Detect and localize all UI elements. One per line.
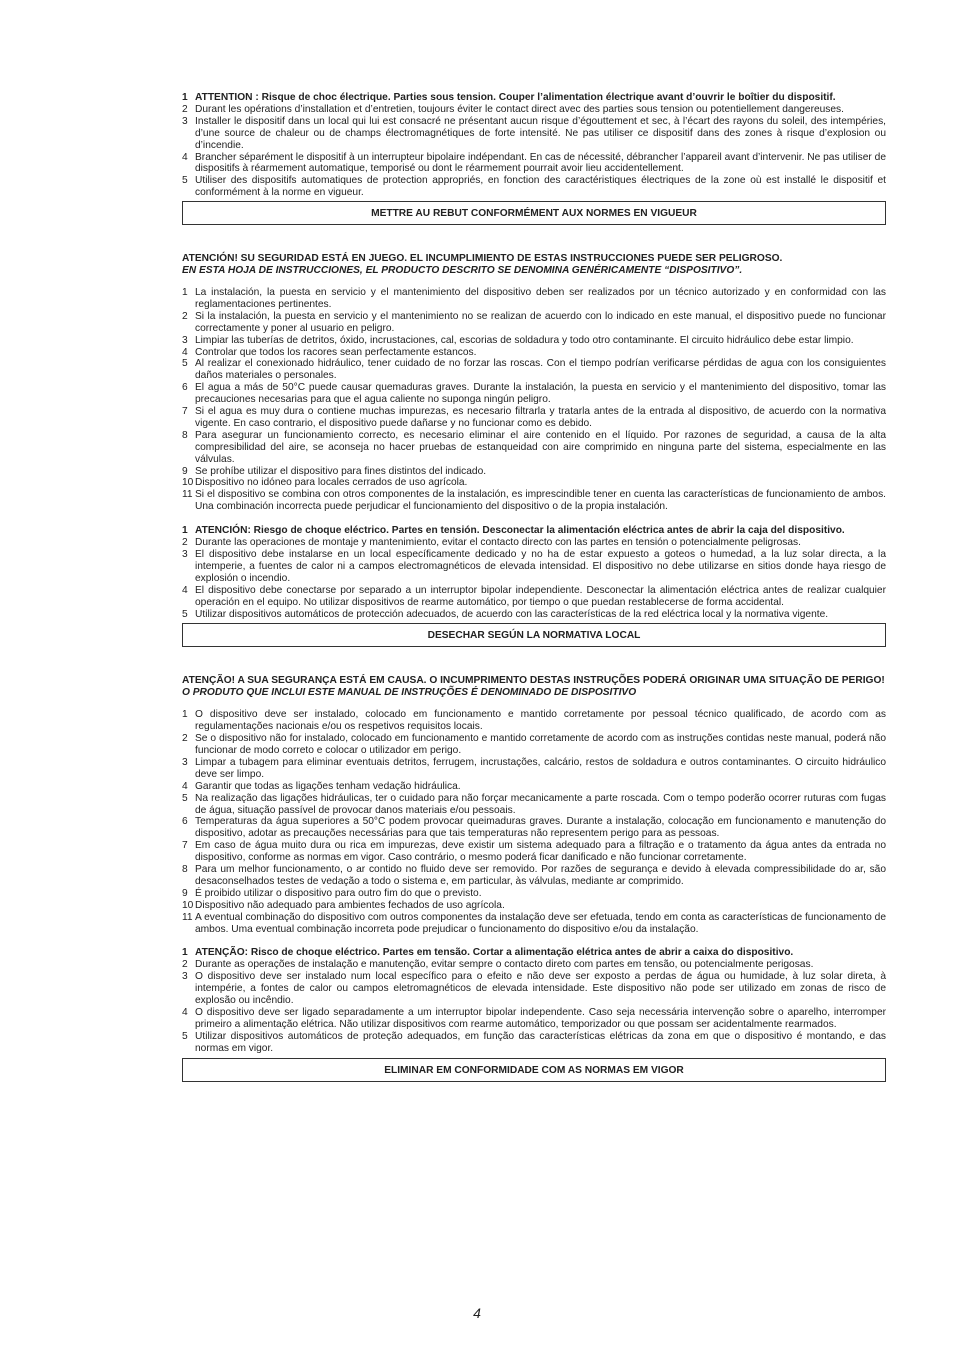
item-number: 8 (182, 864, 188, 876)
list-item (182, 1007, 886, 1031)
es-general-list (182, 287, 886, 513)
item-text: Durant les opérations d’installation et d’entretien, toujours éviter le contact direct avec des parties sous tension ou potentiellement dangereuses. (195, 103, 844, 115)
item-text: Al realizar el conexionado hidráulico, tener cuidado de no forzar las roscas. Con el tiempo podrían verificarse pérdidas de agua con los consiguientes daños materiales o personales. (195, 358, 886, 382)
item-text: Temperaturas da água superiores a 50°C podem provocar queimaduras graves. Durante a instalação, colocação em funcionamento e manutenção do dispositivo, adotar as precauções necessárias para que tais temperaturas não representem perigo para as pessoas. (195, 816, 886, 840)
list-item (182, 525, 886, 537)
list-item (182, 900, 886, 912)
item-text: Utilizar dispositivos automáticos de proteção adequados, em função das características elétricas da zona em que o dispositivo é montando, e das normas em vigor. (195, 1030, 886, 1054)
list-item (182, 175, 886, 199)
manual-page (182, 92, 886, 1082)
list-item (182, 382, 886, 406)
item-number: 4 (182, 584, 188, 596)
item-number: 2 (182, 733, 188, 745)
item-number: 3 (182, 971, 188, 983)
item-text: Durante las operaciones de montaje y mantenimiento, evitar el contacto directo con las partes en tensión o potencialmente peligrosas. (195, 537, 801, 549)
item-text: Utilizar dispositivos automáticos de protección adecuados, de acuerdo con las características de la red eléctrica local y la normativa vigente. (195, 608, 829, 620)
item-text: Limpiar las tuberías de detritos, óxido, incrustaciones, cal, escorias de soldadura y todo otro contaminante. El circuito hidráulico debe estar limpio. (195, 334, 854, 346)
item-text: El agua a más de 50°C puede causar quemaduras graves. Durante la instalación, la puesta en servicio y el mantenimiento del dispositivo, tomar las precauciones necesarias para que el agua caliente no suponga ningún peligro. (195, 382, 886, 406)
item-number: 1 (182, 709, 188, 721)
list-item (182, 537, 886, 549)
list-item (182, 466, 886, 478)
list-item (182, 287, 886, 311)
item-number: 9 (182, 887, 188, 899)
item-text: Si el dispositivo se combina con otros componentes de la instalación, es imprescindible tener en cuenta las características de funcionamiento de ambos. Una combinación incorrecta puede perjudicar el funcionamiento del dispositivo o de la propia instalación. (195, 489, 886, 513)
item-number: 9 (182, 465, 188, 477)
item-text: Controlar que todos los racores sean perfectamente estancos. (195, 346, 477, 358)
fr-safety-list (182, 92, 886, 199)
list-item (182, 585, 886, 609)
list-item (182, 489, 886, 513)
list-item (182, 92, 886, 104)
item-number: 5 (182, 358, 188, 370)
list-item (182, 793, 886, 817)
list-item (182, 840, 886, 864)
es-electrical-list (182, 525, 886, 620)
list-item (182, 1031, 886, 1055)
item-number: 1 (182, 525, 188, 537)
list-item (182, 347, 886, 359)
item-text: Na realização das ligações hidráulicas, ter o cuidado para não forçar mecanicamente a parte roscada. Com o tempo poderão ocorrer ruturas com fugas de água, situação passível de provocar danos materiais e/ou pessoais. (195, 792, 886, 816)
item-number: 4 (182, 346, 188, 358)
list-item (182, 311, 886, 335)
item-number: 4 (182, 1007, 188, 1018)
item-number: 11 (182, 489, 193, 501)
item-number: 7 (182, 840, 188, 852)
item-text: El dispositivo debe instalarse en un local específicamente dedicado y no ha de estar expuesto a goteos o humedad, a la luz solar directa, a la intemperie, a fuentes de calor ni a campos electromagnéticos de elevada intensidad. El dispositivo no debe utilizarse en sitios donde haya riesgo de explosión o incendio. (195, 549, 886, 584)
list-item (182, 912, 886, 936)
item-number: 2 (182, 537, 188, 549)
item-number: 5 (182, 792, 188, 804)
item-text: La instalación, la puesta en servicio y el mantenimiento del dispositivo deben ser realizados por un técnico autorizado y en conformidad con las reglamentaciones pertinentes. (195, 286, 886, 310)
item-number: 1 (182, 947, 188, 959)
item-text: O dispositivo deve ser ligado separadamente a um interruptor bipolar independente. Caso seja necessária intervenção sobre o aparelho, interromper primeiro a alimentação elétrica. Não utilizar dispositivos com rearme automático, temporizador ou que possam ser acidentalmente rearmados. (195, 1007, 886, 1030)
list-item (182, 335, 886, 347)
list-item (182, 959, 886, 971)
item-number: 5 (182, 1030, 188, 1042)
item-number: 2 (182, 103, 188, 115)
item-number: 3 (182, 549, 188, 560)
item-number: 7 (182, 406, 188, 418)
item-text: Brancher séparément le dispositif à un interrupteur bipolaire indépendant. En cas de nécessité, débrancher l’appareil avant d’intervenir. Ne pas utiliser de dispositifs à réarmement automatique, temporisé ou dont le réarmement pourrait avoir lieu accidentellement. (195, 151, 886, 175)
item-text: É proibido utilizar o dispositivo para outro fim do que o previsto. (195, 887, 482, 899)
list-item (182, 733, 886, 757)
es-heading (182, 253, 886, 277)
item-text: Durante as operações de instalação e manutenção, evitar sempre o contacto direto com partes em tensão, ou potencialmente perigosas. (195, 959, 814, 971)
list-item (182, 549, 886, 585)
list-item (182, 888, 886, 900)
item-text: Limpar a tubagem para eliminar eventuais detritos, ferrugem, incrustações, calcário, restos de soldadura e outros contaminantes. O circuito hidráulico deve ser limpo. (195, 756, 886, 780)
list-item (182, 864, 886, 888)
list-item (182, 971, 886, 1007)
item-text: Dispositivo não adequado para ambientes fechados de uso agrícola. (195, 899, 505, 911)
list-item (182, 781, 886, 793)
list-item (182, 116, 886, 152)
item-number: 1 (182, 92, 188, 103)
item-text: ATTENTION : Risque de choc électrique. Parties sous tension. Couper l’alimentation électrique avant d’ouvrir le boîtier du dispositif. (195, 92, 836, 103)
es-heading-text: SU SEGURIDAD ESTÁ EN JUEGO. EL INCUMPLIMIENTO DE ESTAS INSTRUCCIONES PUEDE SER PELIGROSO. (237, 253, 783, 265)
item-text: Si la instalación, la puesta en servicio y el mantenimiento no se realizan de acuerdo con lo indicado en este manual, el dispositivo puede no funcionar correctamente y poner al usuario en peligro. (195, 310, 886, 334)
pt-subheading: O PRODUTO QUE INCLUI ESTE MANUAL DE INSTRUÇÕES É DENOMINADO DE DISPOSITIVO (182, 687, 637, 699)
es-disposal-notice: DESECHAR SEGÚN LA NORMATIVA LOCAL (182, 623, 886, 647)
item-number: 2 (182, 310, 188, 322)
list-item (182, 104, 886, 116)
list-item (182, 816, 886, 840)
pt-electrical-list (182, 947, 886, 1054)
item-number: 3 (182, 334, 188, 346)
item-text: Utiliser des dispositifs automatiques de protection appropriés, en fonction des caractéristiques électriques de la zone où est installé le dispositif et conformément à la norme en vigueur. (195, 175, 886, 199)
item-text: O dispositivo deve ser instalado, colocado em funcionamento e mantido corretamente por pessoal técnico qualificado, de acordo com as regulamentações nacionais e/ou os respetivos requisitos locais. (195, 709, 886, 733)
item-number: 11 (182, 911, 193, 923)
item-text: Installer le dispositif dans un local qui lui est consacré ne présentant aucun risque d’égouttement et sec, à l’écart des rayons du soleil, des intempéries, d’une source de chaleur ou de champs électromagnétiques de forte intensité. Ne pas utiliser ce dispositif dans des zones à risque d’explosion ou d’incendie. (195, 115, 886, 151)
page-number: 4 (473, 1305, 481, 1321)
pt-general-list (182, 709, 886, 935)
pt-disposal-notice: ELIMINAR EM CONFORMIDADE COM AS NORMAS EM VIGOR (182, 1058, 886, 1082)
pt-heading (182, 675, 886, 699)
item-number: 4 (182, 151, 188, 163)
pt-heading-text: ATENÇÃO! A SUA SEGURANÇA ESTÁ EM CAUSA. O INCUMPRIMENTO DESTAS INSTRUÇÕES PODERÁ ORIGINAR UMA SITUAÇÃO DE PERIGO! (182, 675, 885, 687)
item-number: 10 (182, 899, 194, 911)
list-item (182, 152, 886, 176)
item-text: Se o dispositivo não for instalado, colocado em funcionamento e mantido corretamente de acordo com as instruções contidas neste manual, poderá não funcionar de modo correto e colocar o utilizador em perigo. (195, 733, 886, 756)
es-subheading: EN ESTA HOJA DE INSTRUCCIONES, EL PRODUCTO DESCRITO SE DENOMINA GENÉRICAMENTE “DISPOSITIVO”. (182, 265, 743, 277)
item-number: 8 (182, 429, 188, 441)
item-text: Si el agua es muy dura o contiene muchas impurezas, es necesario filtrarla y tratarla antes de la entrada al dispositivo, de acuerdo con la normativa vigente. En caso contrario, el dispositivo puede dañarse y no funcionar como es debido. (195, 406, 886, 429)
list-item (182, 709, 886, 733)
item-number: 10 (182, 477, 194, 489)
list-item (182, 406, 886, 430)
item-text: O dispositivo deve ser instalado num local específico para o efeito e não deve ser exposto a perdas de água ou humidade, à luz solar direta, à intempérie, a fontes de calor ou campos eletromagnéticos de elevada intensidade. Este dispositivo não pode ser utilizado em zonas de risco de explosão ou incêndio. (195, 971, 886, 1007)
list-item (182, 430, 886, 466)
list-item (182, 477, 886, 489)
item-text: Dispositivo no idóneo para locales cerrados de uso agrícola. (195, 477, 468, 489)
item-text: ATENCIÓN: Riesgo de choque eléctrico. Partes en tensión. Desconectar la alimentación eléctrica antes de abrir la caja del dispositivo. (195, 525, 845, 537)
item-text: El dispositivo debe conectarse por separado a un interruptor bipolar independiente. Desconectar la alimentación eléctrica antes de realizar cualquier operación en el equipo. No utilizar dispositivos de rearme automático, por tiempo o que puedan restablecerse de forma accidental. (195, 584, 886, 608)
item-text: Para asegurar un funcionamiento correcto, es necesario eliminar el aire contenido en el líquido. Por razones de seguridad, a causa de la alta compresibilidad del aire, se aconseja no hacer pruebas de estanqueidad con aire comprimido en ninguna parte del sistema, especialmente en las válvulas. (195, 429, 886, 465)
item-text: Para um melhor funcionamento, o ar contido no fluido deve ser removido. Por razões de segurança e devido à elevada compressibilidade do ar, são desaconselhados testes de vedação a todo o sistema e, em particular, às válvulas, mediante ar comprimido. (195, 864, 886, 887)
list-item (182, 947, 886, 959)
item-number: 6 (182, 382, 188, 394)
item-text: A eventual combinação do dispositivo com outros componentes da instalação deve ser efetuada, tendo em conta as características de funcionamento de ambos. Uma eventual combinação incorreta pode prejudicar o funcionamento do dispositivo e/ou da instalação. (195, 911, 886, 935)
item-text: Em caso de água muito dura ou rica em impurezas, deve existir um sistema adequado para a filtração e o tratamento da água antes da entrada no dispositivo, conforme as normas em vigor. Caso contrário, o mesmo poderá ficar danificado e não funcionar corretamente. (195, 840, 886, 864)
list-item (182, 358, 886, 382)
item-number: 6 (182, 816, 188, 828)
item-number: 5 (182, 608, 188, 620)
fr-disposal-notice: METTRE AU REBUT CONFORMÉMENT AUX NORMES EN VIGUEUR (182, 201, 886, 225)
item-number: 2 (182, 959, 188, 971)
item-number: 3 (182, 756, 188, 768)
item-text: Se prohíbe utilizar el dispositivo para fines distintos del indicado. (195, 465, 487, 477)
item-number: 5 (182, 175, 188, 187)
es-heading-label: ATENCIÓN! (182, 253, 238, 265)
item-text: Garantir que todas as ligações tenham vedação hidráulica. (195, 780, 461, 792)
list-item (182, 609, 886, 621)
list-item (182, 757, 886, 781)
item-number: 3 (182, 115, 188, 127)
item-number: 4 (182, 780, 188, 792)
item-number: 1 (182, 286, 188, 298)
item-text: ATENÇÃO: Risco de choque eléctrico. Partes em tensão. Cortar a alimentação elétrica antes de abrir a caixa do dispositivo. (195, 947, 794, 959)
